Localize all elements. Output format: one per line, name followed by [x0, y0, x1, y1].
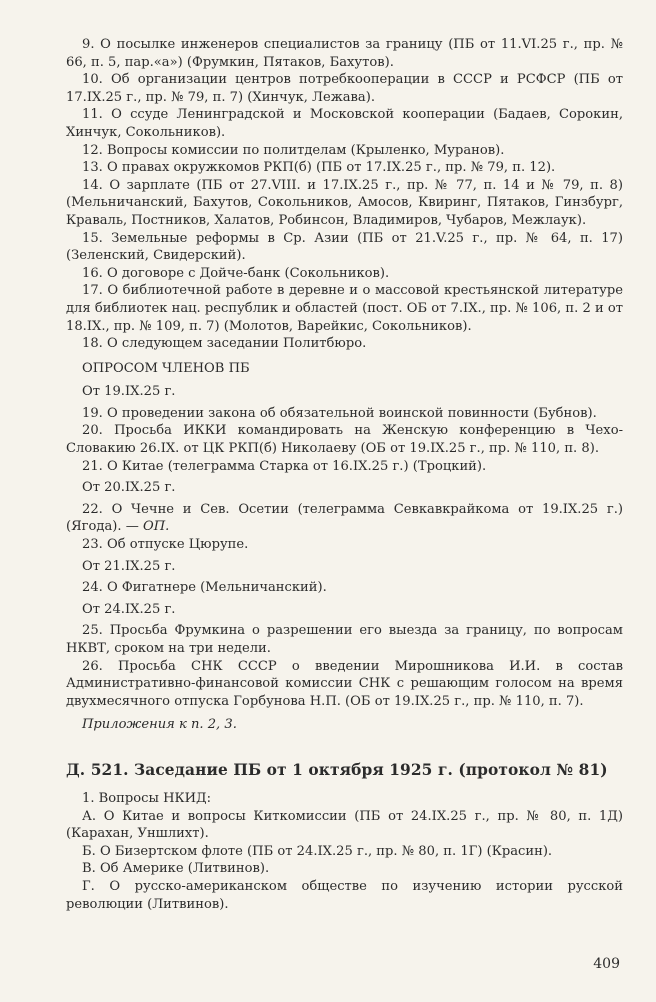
agenda-item-26: 26. Просьба СНК СССР о введении Мирошникова И.И. в состав Административно-финансовой комиссии СНК с решающим голосом на время двухмесячного отпуска Горбунова Н.П. (ОБ от 19.IX.25 г., пр. № 110, п. 7). — [66, 658, 623, 709]
section-item-1: 1. Вопросы НКИД: — [82, 790, 212, 806]
section-item-1b: Б. О Бизертском флоте (ПБ от 24.IX.25 г., пр. № 80, п. 1Г) (Красин). — [82, 843, 553, 859]
appendix-note: Приложения к п. 2, 3. — [82, 717, 237, 733]
agenda-item-13: 13. О правах окружкомов РКП(б) (ПБ от 17.IX.25 г., пр. № 79, п. 12). — [82, 160, 556, 176]
agenda-item-24: 24. О Фигатнере (Мельничанский). — [82, 580, 327, 596]
agenda-item-18: 18. О следующем заседании Политбюро. — [82, 336, 367, 352]
agenda-item-22-text: 22. О Чечне и Сев. Осетии (телеграмма Севкавкрайкома от 19.IX.25 г.) (Ягода). — — [66, 501, 623, 535]
poll-date-20-ix: От 20.IX.25 г. — [82, 480, 176, 496]
agenda-item-25: 25. Просьба Фрумкина о разрешении его выезда за границу, по вопросам НКВТ, сроком на три недели. — [66, 623, 623, 656]
section-item-1a: А. О Китае и вопросы Киткомиссии (ПБ от 24.IX.25 г., пр. № 80, п. 1Д) (Карахан, Уншлихт). — [66, 808, 623, 842]
poll-date-21-ix: От 21.IX.25 г. — [82, 558, 176, 574]
agenda-item-16: 16. О договоре с Дойче-банк (Сокольников). — [82, 265, 390, 281]
section-title: Д. 521. Заседание ПБ от 1 октября 1925 г. (протокол № 81) — [66, 760, 608, 779]
page-number: 409 — [593, 956, 620, 972]
agenda-item-19: 19. О проведении закона об обязательной воинской повинности (Бубнов). — [82, 405, 597, 421]
agenda-item-10: 10. Об организации центров потребкооперации в СССР и РСФСР (ПБ от 17.IX.25 г., пр. № 79, п. 7) (Хинчук, Лежава). — [66, 72, 623, 105]
agenda-item-20: 20. Просьба ИККИ командировать на Женскую конференцию в Чехо-Словакию 26.IX. от ЦК РКП(б) Николаеву (ОБ от 19.IX.25 г., пр. № 110, п. 8). — [66, 423, 623, 457]
section-item-1c: В. Об Америке (Литвинов). — [82, 861, 270, 877]
agenda-item-23: 23. Об отпуске Цюрупе. — [82, 537, 249, 553]
protocol-agenda — [66, 36, 623, 913]
agenda-item-22-note: ОП. — [142, 519, 170, 535]
poll-date-19-ix: От 19.IX.25 г. — [82, 384, 176, 400]
poll-date-24-ix: От 24.IX.25 г. — [82, 601, 176, 617]
agenda-item-21: 21. О Китае (телеграмма Старка от 16.IX.25 г.) (Троцкий). — [82, 458, 487, 474]
agenda-item-9: 9. О посылке инженеров специалистов за границу (ПБ от 11.VI.25 г., пр. № 66, п. 5, пар.«а») (Фрумкин, Пятаков, Бахутов). — [66, 37, 623, 70]
agenda-item-22 — [66, 501, 623, 536]
agenda-item-15: 15. Земельные реформы в Ср. Азии (ПБ от 21.V.25 г., пр. № 64, п. 17) (Зеленский, Свидерский). — [66, 230, 623, 264]
poll-heading: ОПРОСОМ ЧЛЕНОВ ПБ — [82, 360, 250, 376]
agenda-item-12: 12. Вопросы комиссии по политделам (Крыленко, Муранов). — [82, 142, 505, 158]
section-item-1d: Г. О русско-американском обществе по изучению истории русской революции (Литвинов). — [66, 878, 623, 912]
agenda-item-17: 17. О библиотечной работе в деревне и о массовой крестьянской литературе для библиотек нац. республик и областей (пост. ОБ от 7.IX., пр. № 106, п. 2 и от 18.IX., пр. № 109, п. 7) (Молотов, Варейкис, Сокольников). — [66, 283, 623, 334]
agenda-item-11: 11. О ссуде Ленинградской и Московской кооперации (Бадаев, Сорокин, Хинчук, Сокольников). — [66, 107, 623, 140]
agenda-item-14: 14. О зарплате (ПБ от 27.VIII. и 17.IX.25 г., пр. № 77, п. 14 и № 79, п. 8) (Мельничанский, Бахутов, Сокольников, Амосов, Квиринг, Пятаков, Гинзбург, Краваль, Постников, Халатов, Робинсон, Владимиров, Чубаров, Межлаук). — [66, 177, 623, 228]
